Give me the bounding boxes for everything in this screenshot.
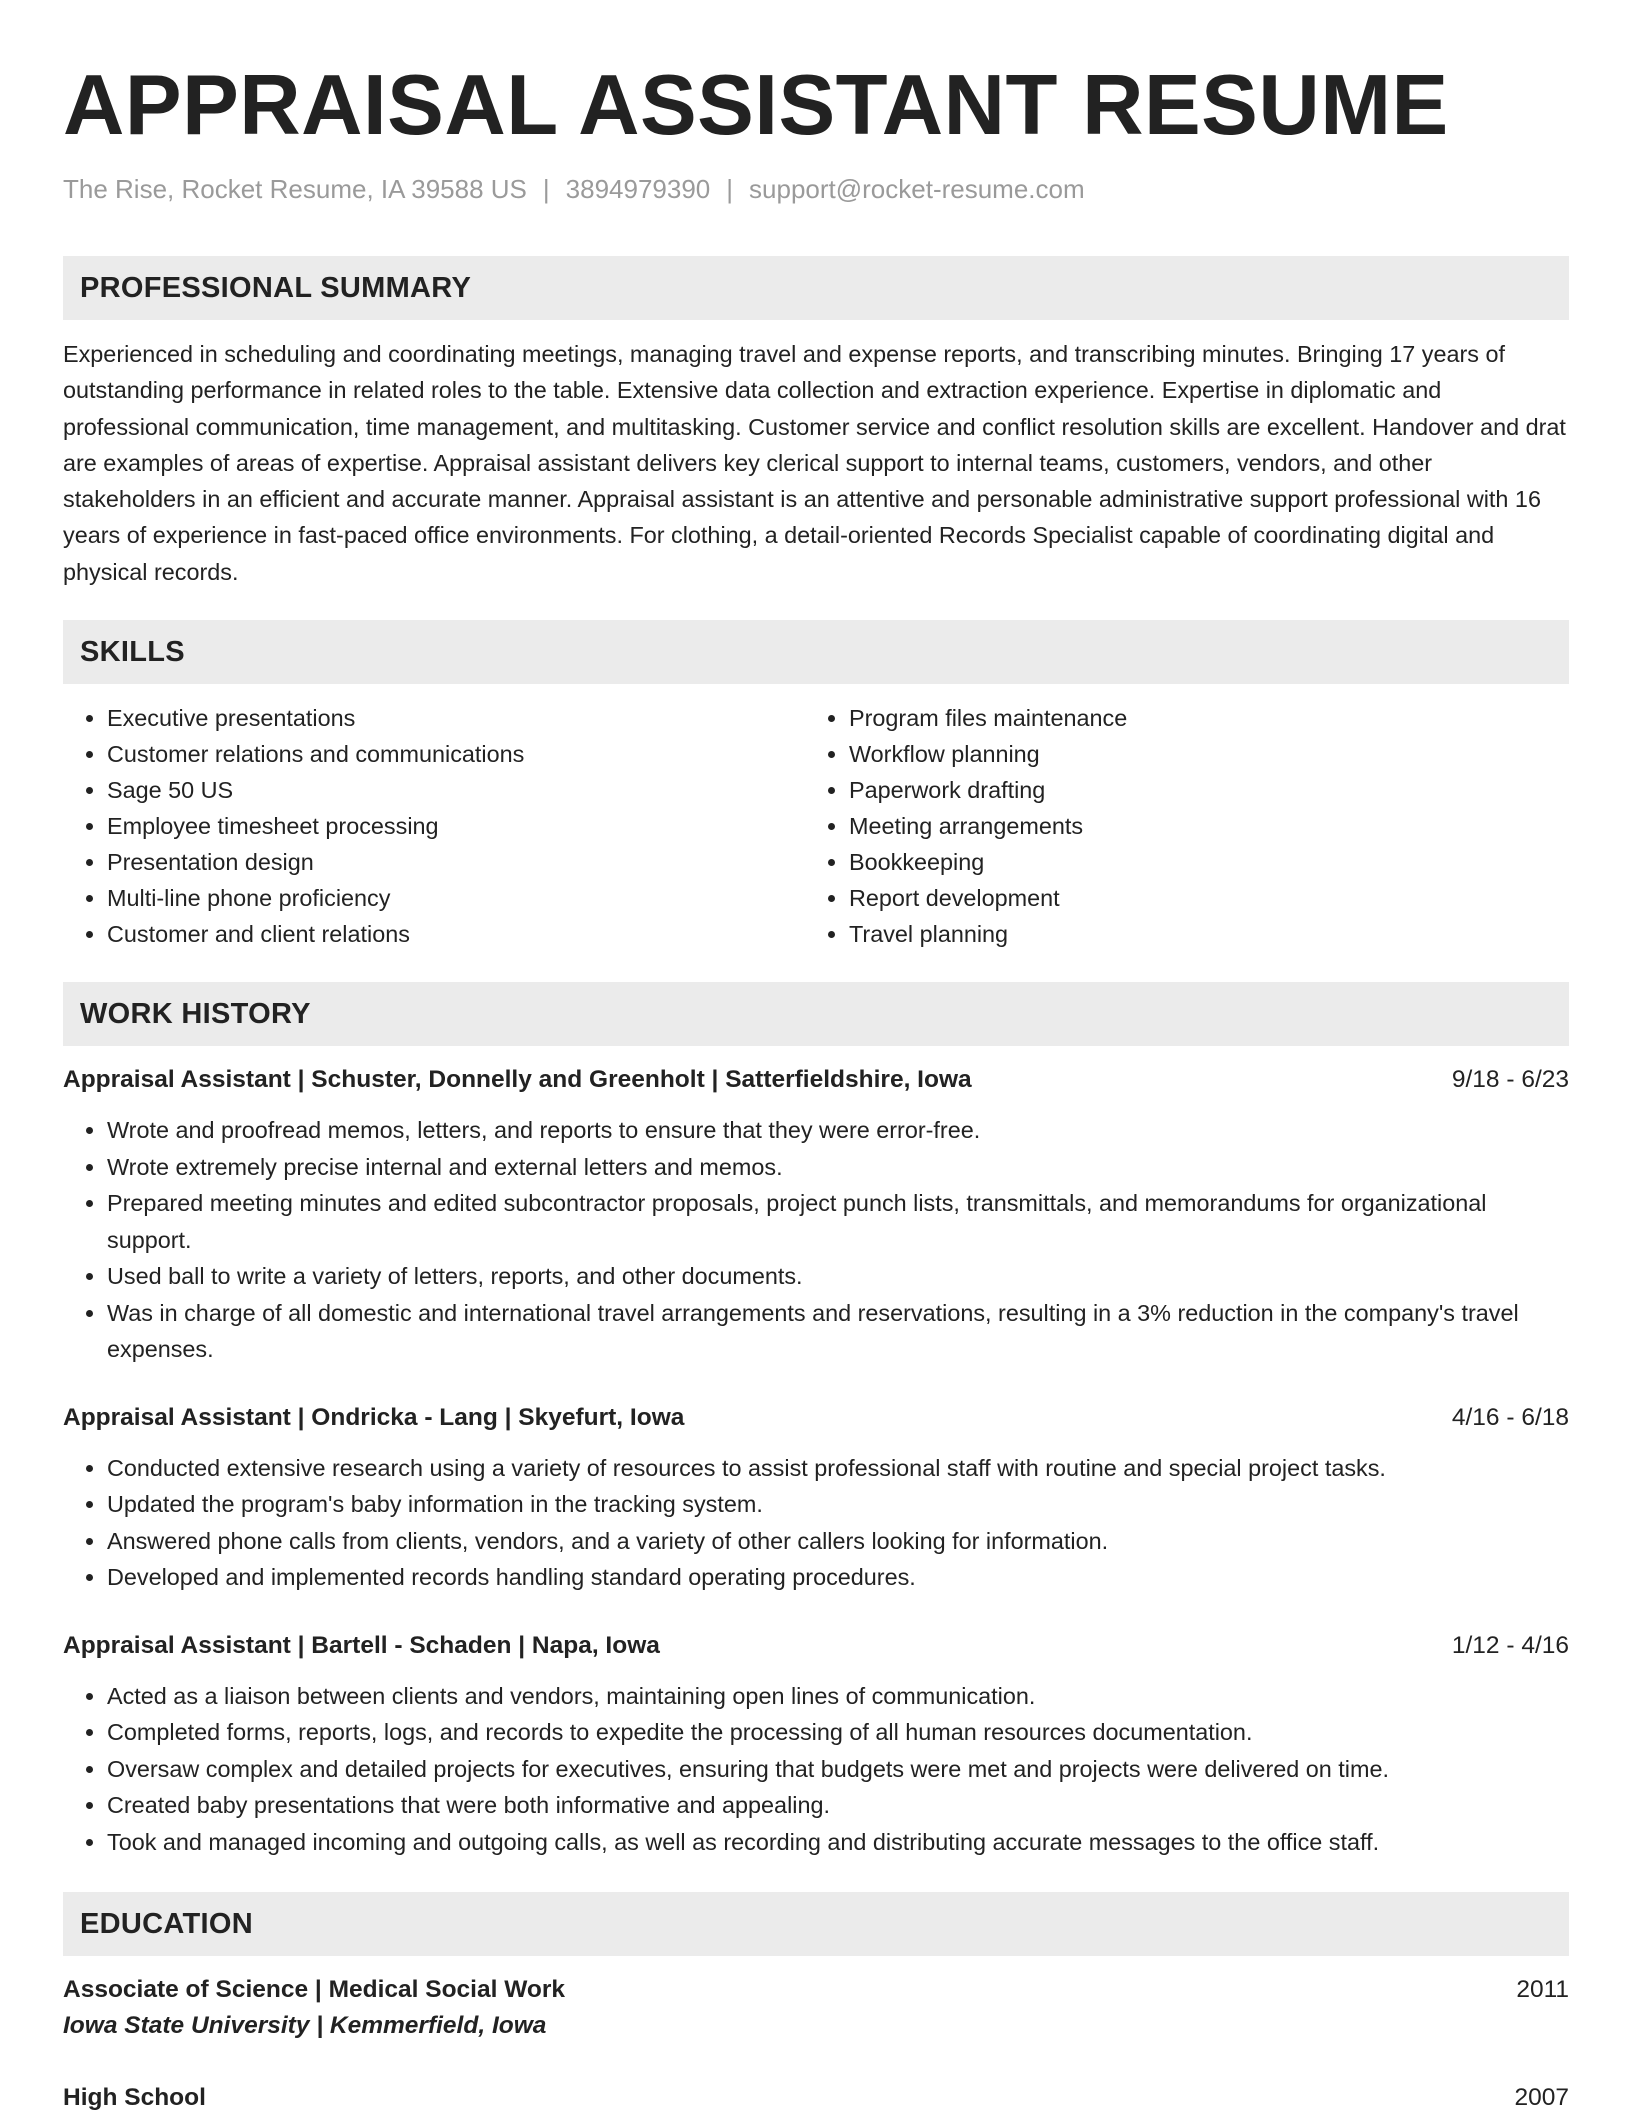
section-header-summary: PROFESSIONAL SUMMARY: [63, 256, 1569, 320]
job-bullets: [63, 1112, 1569, 1368]
job-header: [63, 1628, 1569, 1664]
contact-separator: |: [726, 174, 734, 204]
job-bullet: • Updated the program's baby information in the tracking system.: [107, 1486, 1569, 1523]
education-degree: High School: [63, 2084, 206, 2112]
job-bullet: • Created baby presentations that were both informative and appealing.: [107, 1787, 1569, 1824]
section-header-work-history: WORK HISTORY: [63, 982, 1569, 1046]
job-bullet: • Completed forms, reports, logs, and records to expedite the processing of all human resources documentation.: [107, 1714, 1569, 1751]
contact-phone: 3894979390: [565, 174, 711, 204]
job-header: [63, 1400, 1569, 1436]
summary-paragraph: Experienced in scheduling and coordinating meetings, managing travel and expense reports, and transcribing minutes. Bringing 17 years of outstanding performance in related roles to the table. Extensive data collection and extraction experience. Expertise in diplomatic and professional communication, time management, and multitasking. Customer service and conflict resolution skills are excellent. Handover and drat are examples of areas of expertise. Appraisal assistant delivers key clerical support to internal teams, customers, vendors, and other stakeholders in an efficient and accurate manner. Appraisal assistant is an attentive and personable administrative support professional with 16 years of experience in fast-paced office environments. For clothing, a detail-oriented Records Specialist capable of coordinating digital and physical records.: [63, 341, 1566, 585]
section-header-education: EDUCATION: [63, 1892, 1569, 1956]
education-degree: Associate of Science | Medical Social Work: [63, 1976, 566, 2004]
skill-item: • Sage 50 US: [107, 772, 805, 808]
skill-item: • Customer relations and communications: [107, 736, 805, 772]
skill-item: • Meeting arrangements: [849, 808, 1547, 844]
job-bullet: • Took and managed incoming and outgoing calls, as well as recording and distributing accurate messages to the office staff.: [107, 1824, 1569, 1861]
job-title: Appraisal Assistant | Schuster, Donnelly and Greenholt | Satterfieldshire, Iowa: [63, 1066, 972, 1094]
job-entry: [63, 1062, 1569, 1368]
job-bullet: • Wrote extremely precise internal and external letters and memos.: [107, 1149, 1569, 1186]
skill-item: • Executive presentations: [107, 700, 805, 736]
job-bullet: • Answered phone calls from clients, vendors, and a variety of other callers looking for information.: [107, 1523, 1569, 1560]
job-dates: 9/18 - 6/23: [1451, 1066, 1569, 1094]
skill-item: • Program files maintenance: [849, 700, 1547, 736]
job-entry: [63, 1628, 1569, 1861]
contact-email: support@rocket-resume.com: [749, 174, 1085, 204]
job-bullet: • Developed and implemented records handling standard operating procedures.: [107, 1559, 1569, 1596]
skill-item: • Employee timesheet processing: [107, 808, 805, 844]
job-bullet: • Used ball to write a variety of letters, reports, and other documents.: [107, 1258, 1569, 1295]
education-year: 2007: [1514, 2084, 1569, 2112]
job-title: Appraisal Assistant | Bartell - Schaden | Napa, Iowa: [63, 1631, 660, 1659]
job-dates: 1/12 - 4/16: [1451, 1631, 1569, 1659]
job-title: Appraisal Assistant | Ondricka - Lang | Skyefurt, Iowa: [63, 1403, 685, 1431]
job-bullets: [63, 1678, 1569, 1861]
skill-item: • Multi-line phone proficiency: [107, 880, 805, 916]
education-header: [63, 1972, 1569, 2008]
education-school: Iowa State University | Kemmerfield, Iowa: [63, 2012, 547, 2040]
job-bullets: [63, 1450, 1569, 1596]
contact-address: The Rise, Rocket Resume, IA 39588 US: [63, 174, 527, 204]
job-bullet: • Prepared meeting minutes and edited subcontractor proposals, project punch lists, transmittals, and memorandums for organizational support.: [107, 1185, 1569, 1258]
skill-item: • Presentation design: [107, 844, 805, 880]
job-header: [63, 1062, 1569, 1098]
contact-separator: |: [542, 174, 550, 204]
job-bullet: • Conducted extensive research using a variety of resources to assist professional staff with routine and special project tasks.: [107, 1450, 1569, 1487]
skills-column-left: [63, 700, 805, 952]
job-bullet: • Wrote and proofread memos, letters, and reports to ensure that they were error-free.: [107, 1112, 1569, 1149]
job-bullet: • Acted as a liaison between clients and vendors, maintaining open lines of communication.: [107, 1678, 1569, 1715]
job-dates: 4/16 - 6/18: [1451, 1403, 1569, 1431]
skill-item: • Workflow planning: [849, 736, 1547, 772]
skill-item: • Paperwork drafting: [849, 772, 1547, 808]
skill-item: • Travel planning: [849, 916, 1547, 952]
resume-title: APPRAISAL ASSISTANT RESUME: [63, 58, 1449, 153]
skills-column-right: [805, 700, 1547, 952]
job-bullet: • Was in charge of all domestic and international travel arrangements and reservations, resulting in a 3% reduction in the company's travel expenses.: [107, 1295, 1569, 1368]
education-year: 2011: [1516, 1976, 1569, 2004]
skill-item: • Customer and client relations: [107, 916, 805, 952]
contact-line: [63, 172, 1569, 206]
job-entry: [63, 1400, 1569, 1596]
job-bullet: • Oversaw complex and detailed projects for executives, ensuring that budgets were met and projects were delivered on time.: [107, 1751, 1569, 1788]
education-entry: [63, 2080, 1569, 2116]
education-entry: [63, 1972, 1569, 2044]
education-header: [63, 2080, 1569, 2116]
section-header-skills: SKILLS: [63, 620, 1569, 684]
skill-item: • Report development: [849, 880, 1547, 916]
skill-item: • Bookkeeping: [849, 844, 1547, 880]
skills-grid: [63, 700, 1569, 952]
